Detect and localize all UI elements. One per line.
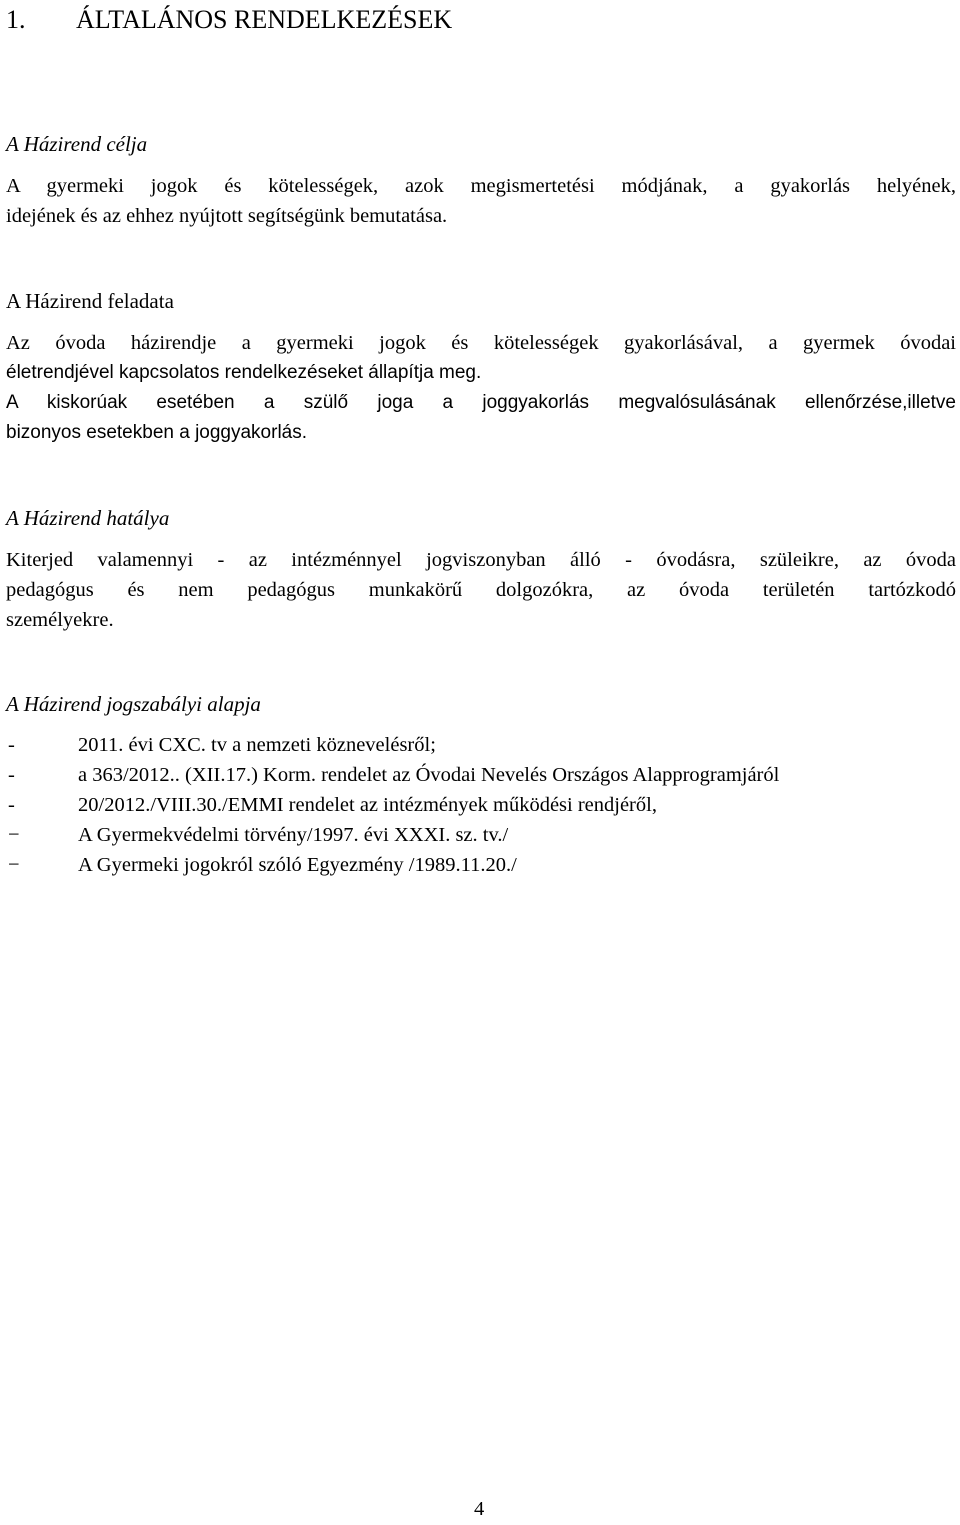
section-heading-hatalya: A Házirend hatálya bbox=[6, 506, 170, 530]
legal-basis-list bbox=[6, 730, 779, 880]
list-dash: − bbox=[8, 854, 20, 876]
document-page bbox=[6, 0, 956, 1525]
paragraph-line: életrendjével kapcsolatos rendelkezéseket állapítja meg. bbox=[6, 362, 482, 383]
section-heading-celja: A Házirend célja bbox=[6, 132, 148, 156]
list-item-text: 2011. évi CXC. tv a nemzeti köznevelésről; bbox=[78, 734, 436, 756]
list-dash: - bbox=[8, 764, 15, 786]
list-dash: - bbox=[8, 794, 15, 816]
list-item-text: a 363/2012.. (XII.17.) Korm. rendelet az Óvodai Nevelés Országos Alapprogramjáról bbox=[78, 764, 780, 786]
list-item-text: A Gyermekvédelmi törvény/1997. évi XXXI. sz. tv./ bbox=[78, 824, 509, 846]
paragraph-line: bizonyos esetekben a joggyakorlás. bbox=[6, 422, 308, 443]
list-item-text: A Gyermeki jogokról szóló Egyezmény /1989.11.20./ bbox=[78, 854, 517, 876]
paragraph-line: A kiskorúak esetében a szülő joga a joggyakorlás megvalósulásának ellenőrzése,illetve bbox=[6, 392, 956, 413]
list-dash: - bbox=[8, 734, 15, 756]
paragraph-line: idejének és az ehhez nyújtott segítségünk bemutatása. bbox=[6, 205, 448, 227]
paragraph-line: Az óvoda házirendje a gyermeki jogok és kötelességek gyakorlásával, a gyermek óvodai bbox=[6, 332, 956, 354]
chapter-title-text: ÁLTALÁNOS RENDELKEZÉSEK bbox=[76, 5, 453, 34]
paragraph-line: pedagógus és nem pedagógus munkakörű dolgozókra, az óvoda területén tartózkodó bbox=[6, 579, 956, 601]
list-item bbox=[6, 820, 779, 850]
paragraph-line: személyekre. bbox=[6, 609, 114, 631]
list-dash: − bbox=[8, 824, 20, 846]
paragraph-line: Kiterjed valamennyi - az intézménnyel jogviszonyban álló - óvodásra, szüleikre, az óvoda bbox=[6, 549, 956, 571]
list-item bbox=[6, 760, 779, 790]
list-item bbox=[6, 790, 779, 820]
paragraph-celja bbox=[6, 171, 956, 231]
chapter-number: 1. bbox=[6, 5, 26, 34]
paragraph-hatalya bbox=[6, 545, 956, 635]
list-item-text: 20/2012./VIII.30./EMMI rendelet az intézmények működési rendjéről, bbox=[78, 794, 657, 816]
list-item bbox=[6, 730, 779, 760]
page-number: 4 bbox=[474, 1498, 485, 1520]
section-heading-feladata: A Házirend feladata bbox=[6, 289, 174, 313]
chapter-title bbox=[6, 4, 452, 36]
paragraph-feladata-sans bbox=[6, 358, 956, 448]
section-heading-jogszabalyi-alapja: A Házirend jogszabályi alapja bbox=[6, 692, 261, 716]
paragraph-line: A gyermeki jogok és kötelességek, azok megismertetési módjának, a gyakorlás helyének, bbox=[6, 175, 956, 197]
paragraph-feladata bbox=[6, 328, 956, 358]
list-item bbox=[6, 850, 779, 880]
